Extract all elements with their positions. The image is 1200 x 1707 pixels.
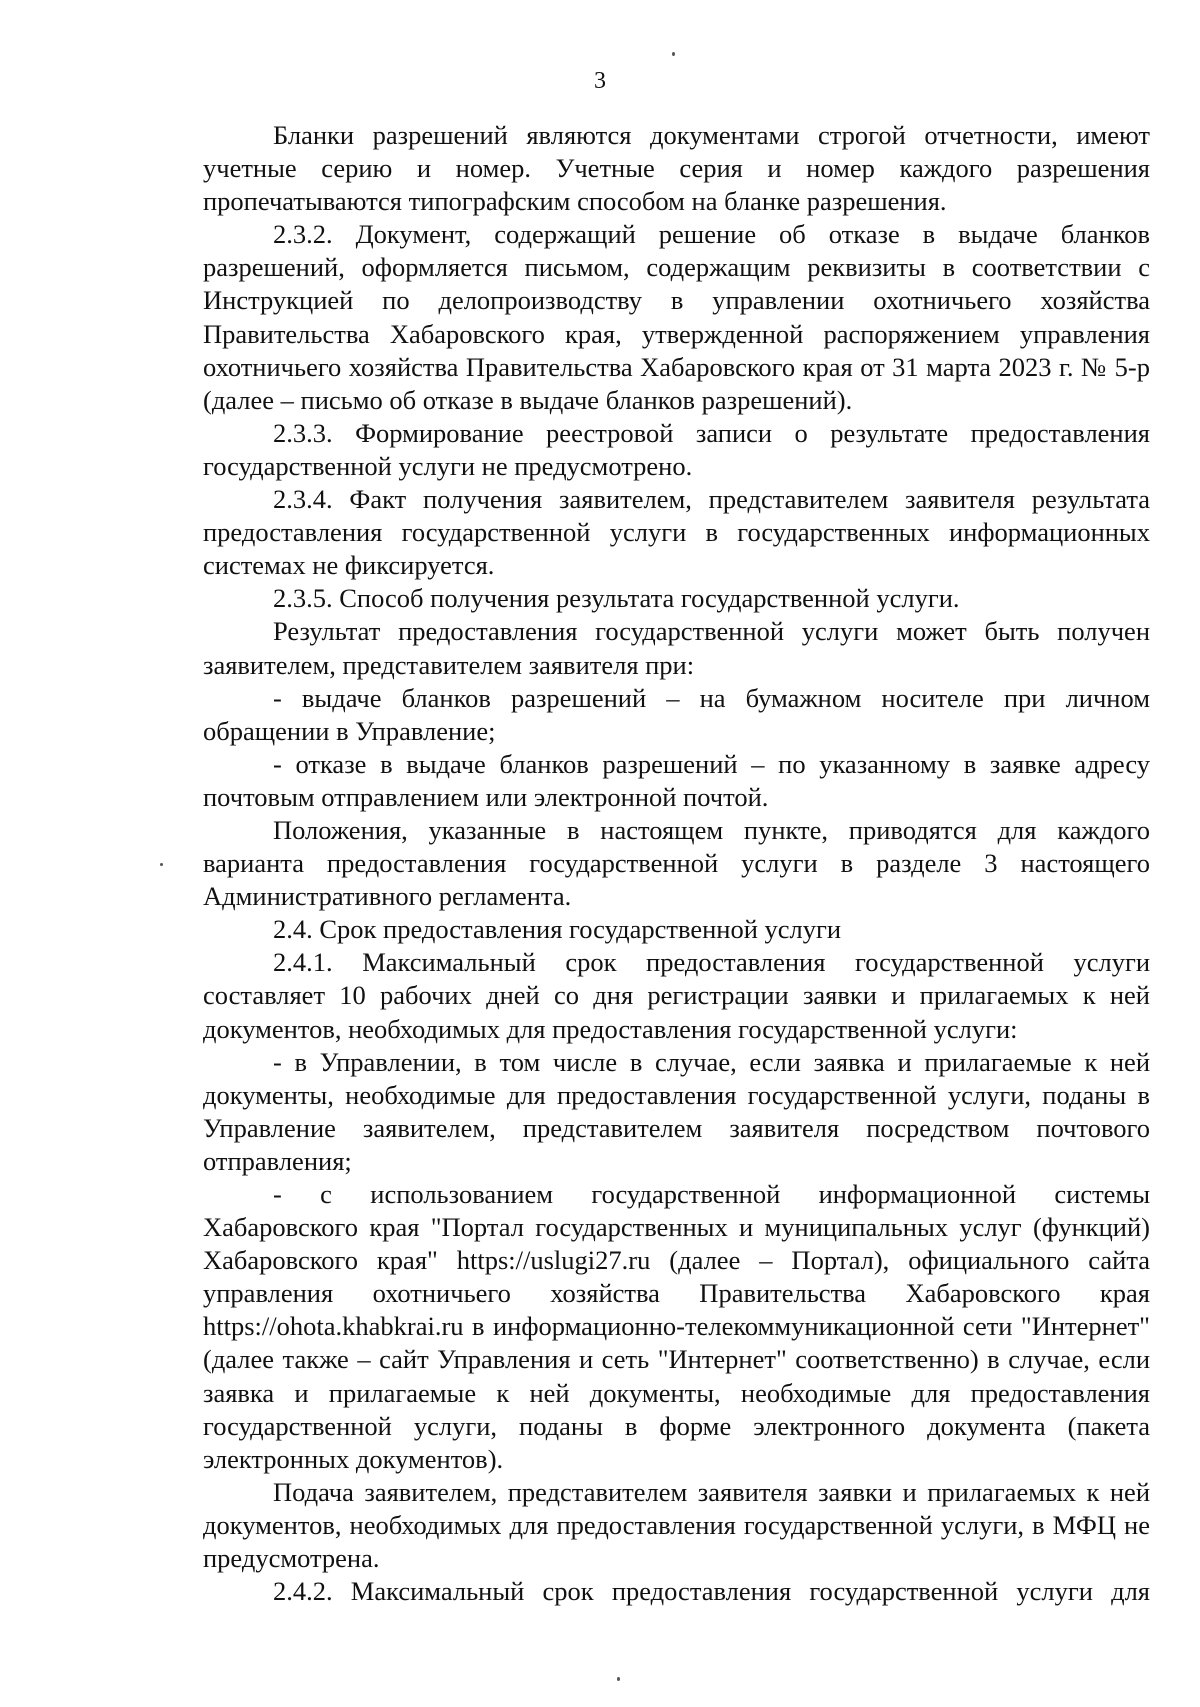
- list-item-refusal: - отказе в выдаче бланков разрешений – по указанному в заявке адресу почтовым отправлением или электронной почтой.: [203, 748, 1150, 812]
- scan-speck: [617, 1677, 620, 1681]
- scan-speck: [160, 863, 163, 866]
- section-heading-2-4: 2.4. Срок предоставления государственной услуги: [273, 914, 842, 945]
- document-body: [203, 119, 1150, 1608]
- paragraph-provisions: Положения, указанные в настоящем пункте, приводятся для каждого варианта предоставления государственной услуги в разделе 3 настоящего Административного регламента.: [203, 814, 1150, 912]
- list-item-in-office: - в Управлении, в том числе в случае, если заявка и прилагаемые к ней документы, необходимые для предоставления государственной услуги, поданы в Управление заявителем, представителем заявителя посредством почтового отправления;: [203, 1046, 1150, 1176]
- paragraph-result-receipt: Результат предоставления государственной услуги может быть получен заявителем, представителем заявителя при:: [203, 616, 1150, 680]
- scan-speck: [672, 52, 675, 56]
- paragraph-2-3-3: 2.3.3. Формирование реестровой записи о результате предоставления государственной услуги не предусмотрено.: [203, 417, 1150, 481]
- paragraph-forms-strict-reporting: Бланки разрешений являются документами строгой отчетности, имеют учетные серию и номер. Учетные серия и номер каждого разрешения пропечатываются типографским способом на бланке разрешения.: [203, 120, 1150, 217]
- paragraph-2-3-5: 2.3.5. Способ получения результата государственной услуги.: [273, 583, 960, 614]
- list-item-issue-forms: - выдаче бланков разрешений – на бумажном носителе при личном обращении в Управление;: [203, 682, 1150, 746]
- paragraph-2-4-2: 2.4.2. Максимальный срок предоставления государственной услуги для: [273, 1576, 1150, 1607]
- paragraph-2-3-2: 2.3.2. Документ, содержащий решение об отказе в выдаче бланков разрешений, оформляется письмом, содержащим реквизиты в соответствии с Инструкцией по делопроизводству в управлении охотничьего хозяйства Правительства Хабаровского края, утвержденной распоряжением управления охотничьего хозяйства Правительства Хабаровского края от 31 марта 2023 г. № 5-р (далее – письмо об отказе в выдаче бланков разрешений).: [203, 219, 1150, 415]
- paragraph-2-4-1: 2.4.1. Максимальный срок предоставления государственной услуги составляет 10 рабочих дней со дня регистрации заявки и прилагаемых к ней документов, необходимых для предоставления государственной услуги:: [203, 947, 1150, 1044]
- paragraph-2-3-4: 2.3.4. Факт получения заявителем, представителем заявителя результата предоставления государственной услуги в государственных информационных системах не фиксируется.: [203, 484, 1150, 581]
- page-number: 3: [594, 68, 606, 94]
- paragraph-mfc-not-provided: Подача заявителем, представителем заявителя заявки и прилагаемых к ней документов, необходимых для предоставления государственной услуги, в МФЦ не предусмотрена.: [203, 1476, 1150, 1574]
- list-item-online-portal: - с использованием государственной информационной системы Хабаровского края "Портал государственных и муниципальных услуг (функций) Хабаровского края" https://uslugi27.ru (далее – Портал), официального сайта управления охотничьего хозяйства Правительства Хабаровского края https://ohota.khabkrai.ru в информационно-телекоммуникационной сети "Интернет" (далее также – сайт Управления и сеть "Интернет" соответственно) в случае, если заявка и прилагаемые к ней документы, необходимые для предоставления государственной услуги, поданы в форме электронного документа (пакета электронных документов).: [203, 1179, 1150, 1474]
